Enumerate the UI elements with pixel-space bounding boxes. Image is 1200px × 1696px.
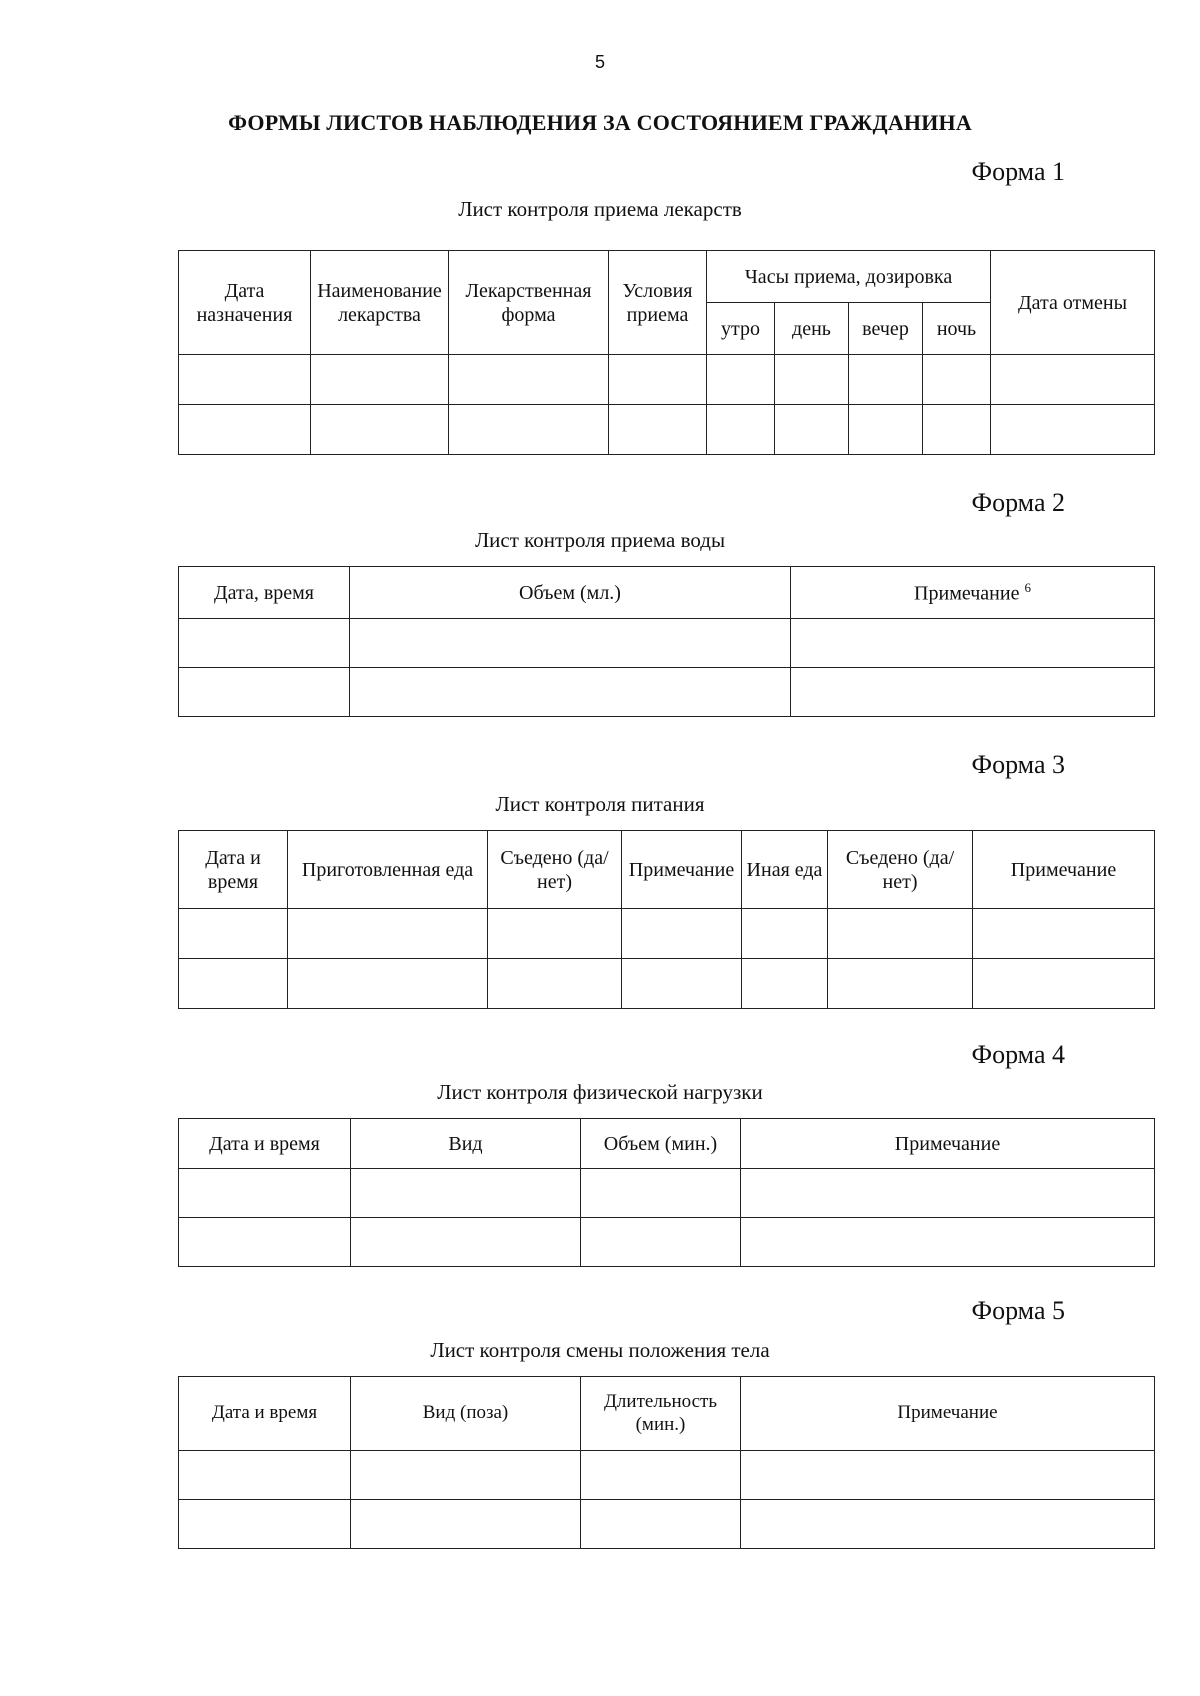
form-1-label: Форма 1	[971, 157, 1065, 186]
empty-cell[interactable]	[351, 1451, 581, 1500]
empty-cell[interactable]	[741, 1218, 1155, 1267]
empty-cell[interactable]	[581, 1218, 741, 1267]
header-note-2: Примечание	[973, 831, 1155, 909]
empty-cell[interactable]	[742, 909, 828, 959]
empty-cell[interactable]	[622, 959, 742, 1009]
table-row	[179, 1451, 1155, 1500]
empty-cell[interactable]	[741, 1451, 1155, 1500]
empty-cell[interactable]	[179, 405, 311, 455]
header-datetime: Дата, время	[179, 567, 350, 619]
table-row	[179, 355, 1155, 405]
empty-cell[interactable]	[311, 355, 449, 405]
empty-cell[interactable]	[923, 405, 991, 455]
table-row	[179, 1169, 1155, 1218]
empty-cell[interactable]	[449, 405, 609, 455]
empty-cell[interactable]	[179, 619, 350, 668]
table-row	[179, 909, 1155, 959]
empty-cell[interactable]	[179, 1169, 351, 1218]
form-1-sheet-title: Лист контроля приема лекарств	[458, 197, 742, 221]
header-note: Примечание	[741, 1119, 1155, 1169]
empty-cell[interactable]	[311, 405, 449, 455]
header-volume: Объем (мл.)	[350, 567, 791, 619]
empty-cell[interactable]	[923, 355, 991, 405]
form-3-label: Форма 3	[971, 750, 1065, 779]
empty-cell[interactable]	[849, 405, 923, 455]
form-2-sheet-title: Лист контроля приема воды	[474, 528, 726, 552]
empty-cell[interactable]	[791, 668, 1155, 717]
empty-cell[interactable]	[973, 909, 1155, 959]
empty-cell[interactable]	[288, 959, 488, 1009]
table-row	[179, 619, 1155, 668]
header-cancel-date: Дата отмены	[991, 251, 1155, 355]
header-day: день	[775, 303, 849, 355]
empty-cell[interactable]	[741, 1169, 1155, 1218]
empty-cell[interactable]	[179, 1451, 351, 1500]
empty-cell[interactable]	[351, 1218, 581, 1267]
empty-cell[interactable]	[707, 405, 775, 455]
empty-cell[interactable]	[179, 1500, 351, 1549]
empty-cell[interactable]	[488, 959, 622, 1009]
empty-cell[interactable]	[973, 959, 1155, 1009]
empty-cell[interactable]	[449, 355, 609, 405]
header-type: Вид	[351, 1119, 581, 1169]
footnote-marker: 6	[1024, 579, 1031, 595]
form-5-sheet-title: Лист контроля смены положения тела	[430, 1338, 770, 1362]
empty-cell[interactable]	[179, 668, 350, 717]
header-night: ночь	[923, 303, 991, 355]
header-drug-form: Лекарственная форма	[449, 251, 609, 355]
form-5-table	[178, 1376, 1155, 1549]
empty-cell[interactable]	[622, 909, 742, 959]
form-2-table	[178, 566, 1155, 717]
empty-cell[interactable]	[828, 909, 973, 959]
header-datetime: Дата и время	[179, 831, 288, 909]
form-1-table	[178, 250, 1155, 455]
empty-cell[interactable]	[775, 405, 849, 455]
empty-cell[interactable]	[581, 1500, 741, 1549]
header-pose: Вид (поза)	[351, 1377, 581, 1451]
empty-cell[interactable]	[741, 1500, 1155, 1549]
empty-cell[interactable]	[609, 405, 707, 455]
header-conditions: Условия приема	[609, 251, 707, 355]
form-5-label: Форма 5	[971, 1296, 1065, 1325]
header-eaten-1: Съедено (да/нет)	[488, 831, 622, 909]
empty-cell[interactable]	[581, 1169, 741, 1218]
form-4-label: Форма 4	[971, 1040, 1065, 1069]
empty-cell[interactable]	[609, 355, 707, 405]
empty-cell[interactable]	[991, 355, 1155, 405]
empty-cell[interactable]	[179, 959, 288, 1009]
table-row	[179, 405, 1155, 455]
form-2-label: Форма 2	[971, 488, 1065, 517]
empty-cell[interactable]	[350, 668, 791, 717]
header-datetime: Дата и время	[179, 1377, 351, 1451]
empty-cell[interactable]	[791, 619, 1155, 668]
form-3-table	[178, 830, 1155, 1009]
empty-cell[interactable]	[179, 1218, 351, 1267]
header-datetime: Дата и время	[179, 1119, 351, 1169]
empty-cell[interactable]	[991, 405, 1155, 455]
header-eaten-2: Съедено (да/нет)	[828, 831, 973, 909]
header-morning: утро	[707, 303, 775, 355]
page-number: 5	[594, 52, 605, 72]
table-row	[179, 1500, 1155, 1549]
table-row	[179, 668, 1155, 717]
header-drug-name: Наименование лекарства	[311, 251, 449, 355]
header-volume: Объем (мин.)	[581, 1119, 741, 1169]
empty-cell[interactable]	[742, 959, 828, 1009]
header-prepared-food: Приготовленная еда	[288, 831, 488, 909]
header-evening: вечер	[849, 303, 923, 355]
empty-cell[interactable]	[179, 909, 288, 959]
empty-cell[interactable]	[828, 959, 973, 1009]
empty-cell[interactable]	[775, 355, 849, 405]
header-date-assigned: Дата назначения	[179, 251, 311, 355]
empty-cell[interactable]	[351, 1500, 581, 1549]
header-note	[791, 567, 1155, 619]
header-other-food: Иная еда	[742, 831, 828, 909]
table-row	[179, 1218, 1155, 1267]
table-row	[179, 959, 1155, 1009]
header-hours-group: Часы приема, дозировка	[707, 251, 991, 303]
empty-cell[interactable]	[707, 355, 775, 405]
form-3-sheet-title: Лист контроля питания	[495, 792, 705, 816]
empty-cell[interactable]	[581, 1451, 741, 1500]
form-4-sheet-title: Лист контроля физической нагрузки	[437, 1080, 763, 1104]
header-note-text: Примечание	[914, 582, 1020, 605]
header-note-1: Примечание	[622, 831, 742, 909]
empty-cell[interactable]	[849, 355, 923, 405]
empty-cell[interactable]	[488, 909, 622, 959]
header-duration: Длительность (мин.)	[581, 1377, 741, 1451]
document-title: ФОРМЫ ЛИСТОВ НАБЛЮДЕНИЯ ЗА СОСТОЯНИЕМ ГРАЖДАНИНА	[228, 110, 972, 135]
header-note: Примечание	[741, 1377, 1155, 1451]
form-4-table	[178, 1118, 1155, 1267]
empty-cell[interactable]	[350, 619, 791, 668]
empty-cell[interactable]	[288, 909, 488, 959]
empty-cell[interactable]	[351, 1169, 581, 1218]
empty-cell[interactable]	[179, 355, 311, 405]
